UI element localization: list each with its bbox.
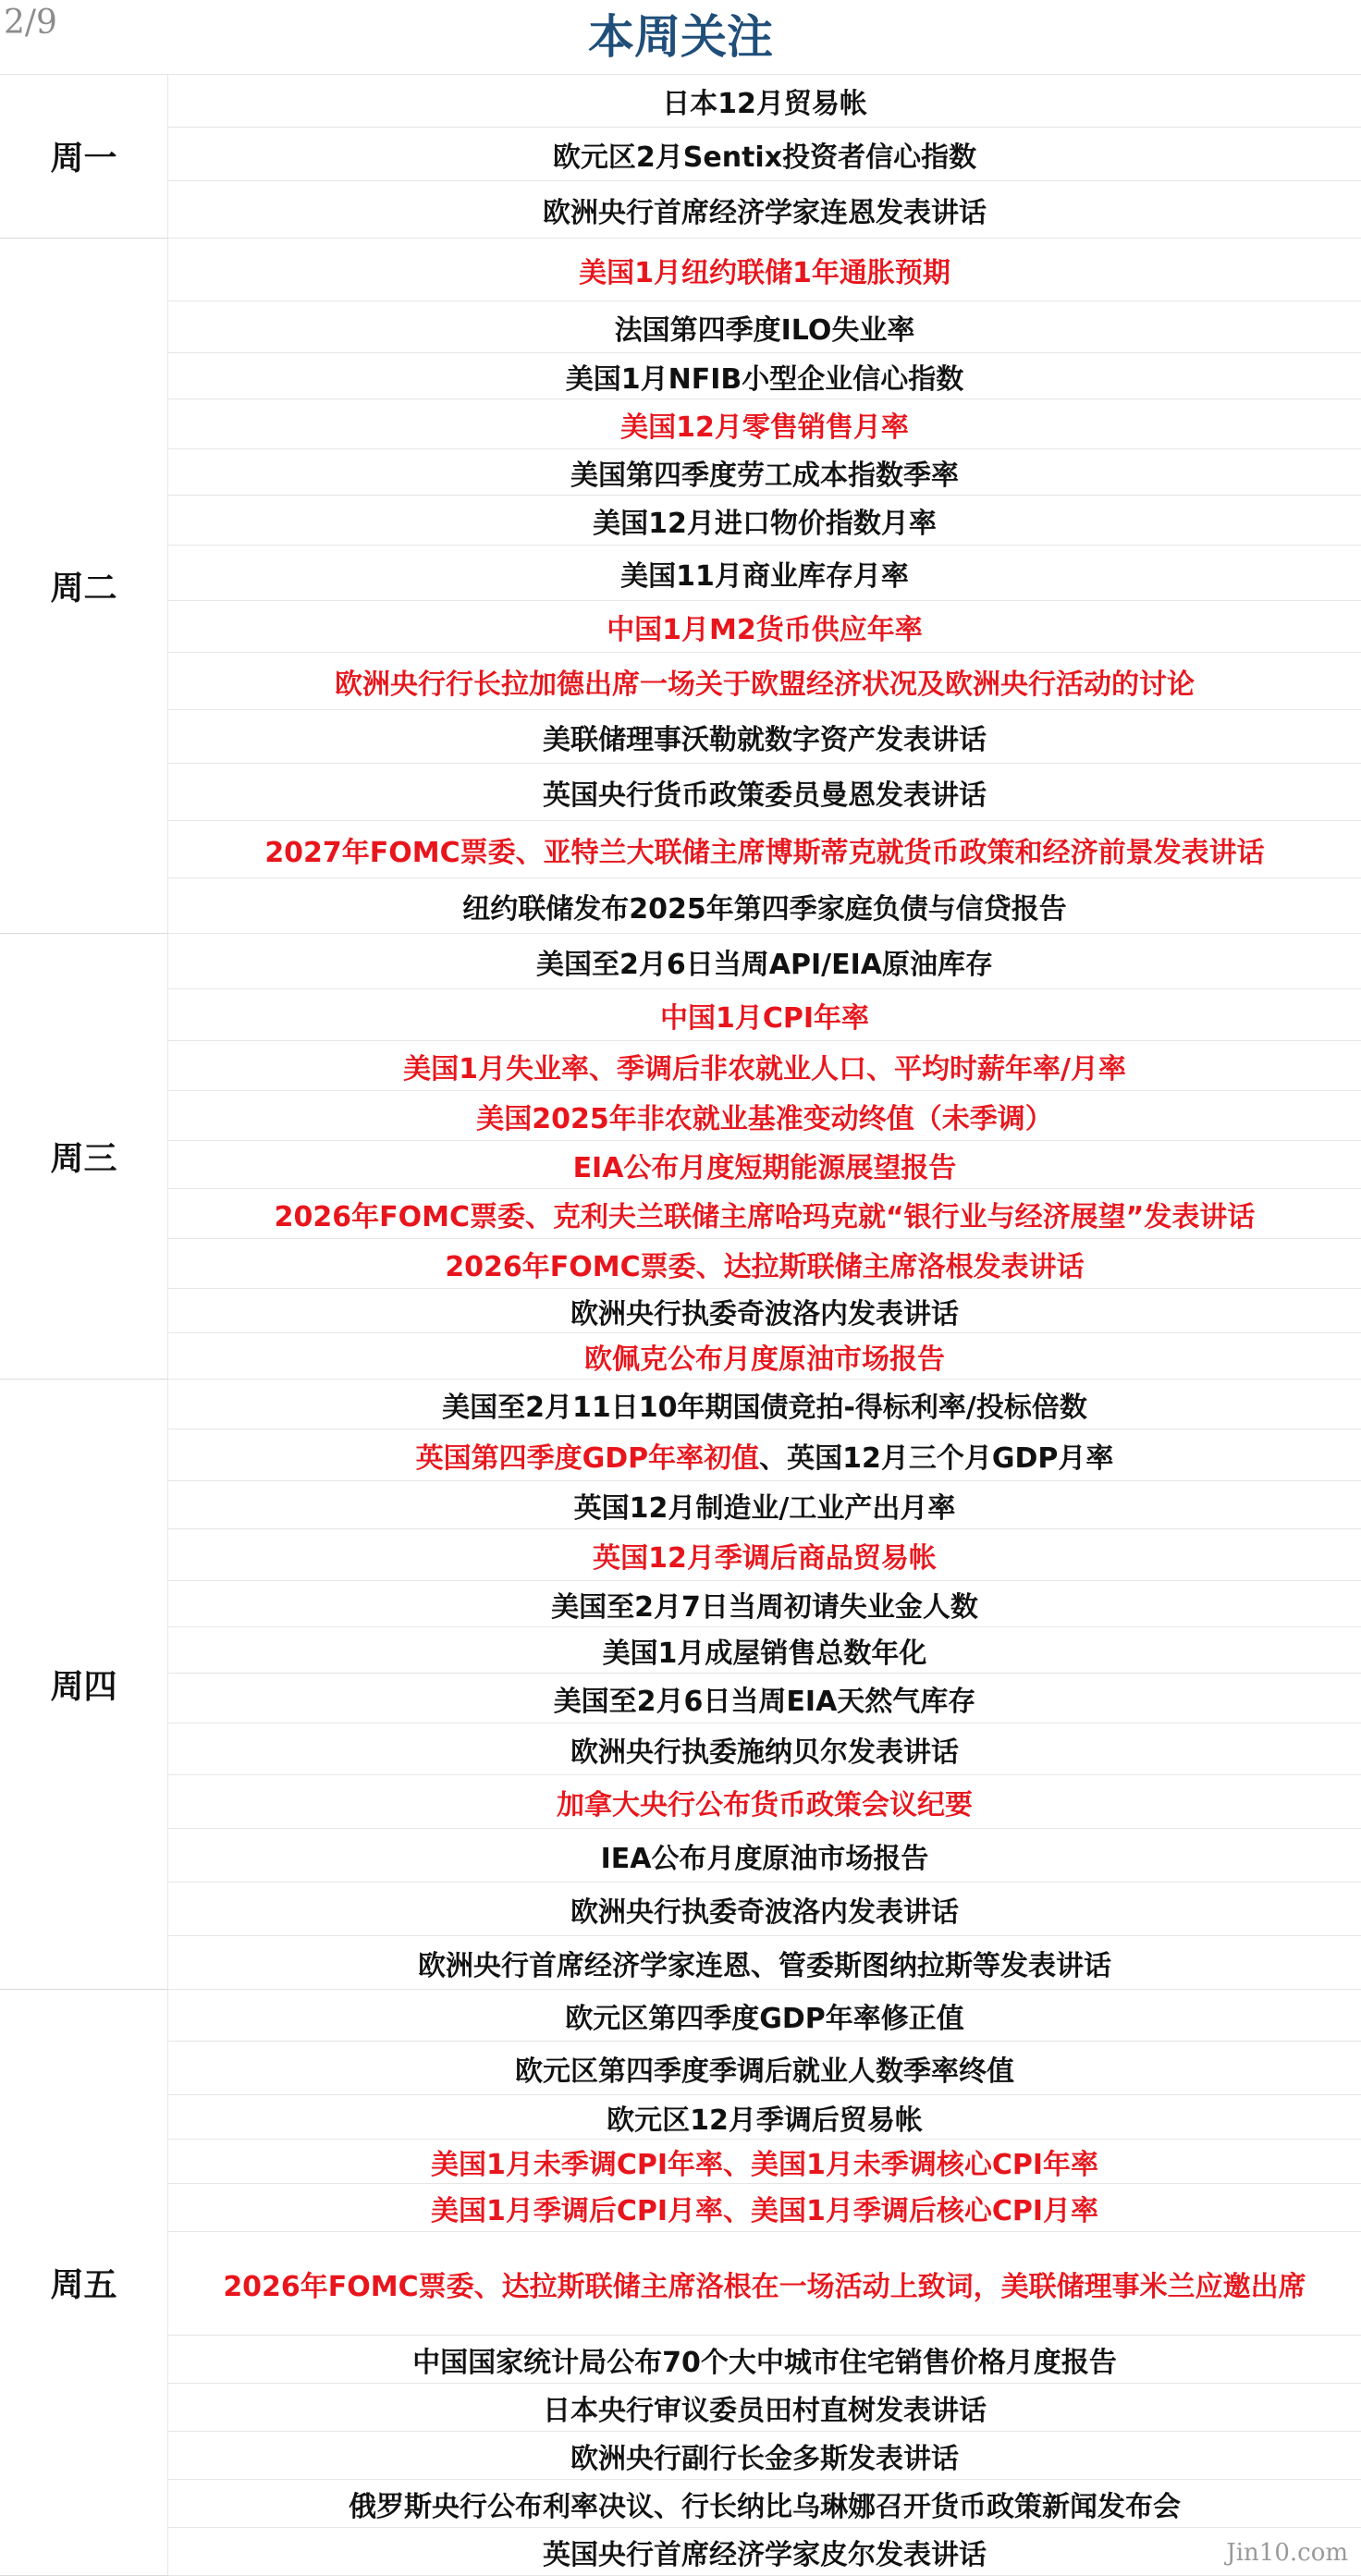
day-label: 周五 — [0, 1990, 168, 2576]
event-row — [168, 496, 1361, 546]
event-row — [168, 2140, 1361, 2184]
event-row — [168, 2384, 1361, 2432]
event-text: 纽约联储发布2025年第四季家庭负债与信贷报告 — [462, 892, 1067, 926]
event-row — [168, 181, 1361, 239]
event-text: 日本12月贸易帐 — [662, 87, 867, 120]
event-text: 欧元区第四季度季调后就业人数季率终值 — [515, 2055, 1014, 2088]
event-text: IEA公布月度原油市场报告 — [600, 1842, 929, 1875]
event-row — [168, 546, 1361, 601]
event-row — [168, 1627, 1361, 1674]
page-number: 2/9 — [4, 4, 57, 42]
event-text: 2026年FOMC票委、达拉斯联储主席洛根在一场活动上致词，美联储理事米兰应邀出席 — [223, 2270, 1306, 2303]
event-row — [168, 1239, 1361, 1289]
event-text: 美国12月进口物价指数月率 — [593, 507, 937, 540]
event-text: 美国11月商业库存月率 — [620, 559, 909, 593]
event-text: 法国第四季度ILO失业率 — [614, 313, 915, 347]
event-text: 美国1月成屋销售总数年化 — [602, 1637, 927, 1670]
day-label: 周三 — [0, 934, 168, 1380]
event-text: 欧洲央行首席经济学家连恩发表讲话 — [543, 196, 987, 229]
event-row — [168, 1189, 1361, 1239]
event-text: 英国12月制造业/工业产出月率 — [573, 1491, 956, 1525]
event-text: 美国1月失业率、季调后非农就业人口、平均时薪年率/月率 — [403, 1052, 1126, 1086]
event-text-part: 英国第四季度GDP年率初值 — [415, 1441, 760, 1475]
event-text-part: 、英国12月三个月GDP月率 — [759, 1441, 1114, 1475]
event-row — [168, 1674, 1361, 1723]
event-text: 英国央行首席经济学家皮尔发表讲话 — [543, 2538, 987, 2571]
event-row — [168, 1333, 1361, 1380]
event-text: 日本央行审议委员田村直树发表讲话 — [543, 2394, 987, 2427]
event-row — [168, 2432, 1361, 2480]
event-text: 美国1月纽约联储1年通胀预期 — [579, 256, 950, 289]
event-text: 美国至2月6日当周API/EIA原油库存 — [536, 948, 993, 981]
event-row — [168, 1380, 1361, 1429]
event-row — [168, 399, 1361, 449]
event-text: 欧洲央行副行长金多斯发表讲话 — [570, 2442, 959, 2475]
event-text: 中国1月CPI年率 — [659, 1001, 870, 1035]
watermark: Jin10.com — [1226, 2539, 1348, 2567]
event-text: 欧洲央行执委奇波洛内发表讲话 — [570, 1895, 959, 1929]
event-row — [168, 2528, 1361, 2576]
event-row — [168, 1829, 1361, 1883]
event-row — [168, 2232, 1361, 2336]
event-row — [168, 239, 1361, 301]
event-text: 英国央行货币政策委员曼恩发表讲话 — [543, 779, 987, 812]
event-text: 美国至2月6日当周EIA天然气库存 — [553, 1685, 976, 1718]
event-row — [168, 1141, 1361, 1189]
event-text: 2026年FOMC票委、克利夫兰联储主席哈玛克就“银行业与经济展望”发表讲话 — [274, 1200, 1256, 1233]
event-row — [168, 1529, 1361, 1581]
event-row — [168, 2184, 1361, 2232]
event-row — [168, 934, 1361, 989]
event-row — [168, 1990, 1361, 2042]
event-text: 俄罗斯央行公布利率决议、行长纳比乌琳娜召开货币政策新闻发布会 — [349, 2490, 1181, 2523]
event-row — [168, 301, 1361, 353]
event-text: 中国国家统计局公布70个大中城市住宅销售价格月度报告 — [412, 2346, 1117, 2379]
event-row — [168, 128, 1361, 181]
event-text: 美国2025年非农就业基准变动终值（未季调） — [476, 1102, 1053, 1135]
event-text: 美国至2月7日当周初请失业金人数 — [551, 1590, 978, 1624]
event-row — [168, 2336, 1361, 2384]
event-row — [168, 1091, 1361, 1141]
event-row — [168, 1481, 1361, 1529]
event-row — [168, 710, 1361, 764]
event-text: 中国1月M2货币供应年率 — [607, 613, 923, 646]
event-text: 2027年FOMC票委、亚特兰大联储主席博斯蒂克就货币政策和经济前景发表讲话 — [264, 836, 1265, 869]
event-text: 美国至2月11日10年期国债竞拍-得标利率/投标倍数 — [442, 1391, 1087, 1424]
event-row — [168, 449, 1361, 496]
event-row — [168, 1775, 1361, 1829]
event-row — [168, 1041, 1361, 1091]
day-label: 周四 — [0, 1380, 168, 1990]
event-text: 美国1月季调后CPI月率、美国1月季调后核心CPI月率 — [430, 2194, 1099, 2227]
event-text: 欧洲央行行长拉加德出席一场关于欧盟经济状况及欧洲央行活动的讨论 — [335, 668, 1195, 701]
event-row — [168, 1883, 1361, 1936]
event-text: 美联储理事沃勒就数字资产发表讲话 — [543, 723, 987, 756]
event-text: EIA公布月度短期能源展望报告 — [572, 1151, 957, 1184]
event-row — [168, 821, 1361, 878]
event-text: 英国12月季调后商品贸易帐 — [593, 1541, 937, 1575]
event-text: 2026年FOMC票委、达拉斯联储主席洛根发表讲话 — [445, 1250, 1085, 1283]
day-label: 周二 — [0, 239, 168, 934]
event-row — [168, 878, 1361, 934]
event-row — [168, 601, 1361, 653]
event-row — [168, 1936, 1361, 1990]
event-row — [168, 353, 1361, 399]
event-text: 美国1月未季调CPI年率、美国1月未季调核心CPI年率 — [430, 2148, 1099, 2181]
page-title: 本周关注 — [0, 0, 1361, 75]
event-text: 欧洲央行执委奇波洛内发表讲话 — [570, 1297, 959, 1331]
event-text: 加拿大央行公布货币政策会议纪要 — [557, 1788, 973, 1822]
event-row — [168, 764, 1361, 821]
event-row — [168, 1429, 1361, 1481]
day-label: 周一 — [0, 74, 168, 239]
event-text: 欧洲央行执委施纳贝尔发表讲话 — [570, 1736, 959, 1769]
event-text: 美国12月零售销售月率 — [620, 411, 909, 444]
event-text: 欧元区第四季度GDP年率修正值 — [565, 2002, 964, 2035]
event-text: 美国1月NFIB小型企业信心指数 — [565, 362, 964, 396]
event-text: 欧佩克公布月度原油市场报告 — [584, 1343, 945, 1376]
event-text: 欧元区2月Sentix投资者信心指数 — [552, 141, 977, 174]
event-row — [168, 653, 1361, 710]
event-row — [168, 1289, 1361, 1333]
event-row — [168, 989, 1361, 1041]
event-row — [168, 2095, 1361, 2140]
event-row — [168, 74, 1361, 128]
event-row — [168, 2480, 1361, 2528]
event-text: 欧元区12月季调后贸易帐 — [607, 2104, 923, 2137]
event-row — [168, 1581, 1361, 1627]
event-text: 美国第四季度劳工成本指数季率 — [570, 459, 959, 492]
event-text: 欧洲央行首席经济学家连恩、管委斯图纳拉斯等发表讲话 — [418, 1949, 1111, 1982]
event-row — [168, 1723, 1361, 1775]
event-row — [168, 2042, 1361, 2095]
